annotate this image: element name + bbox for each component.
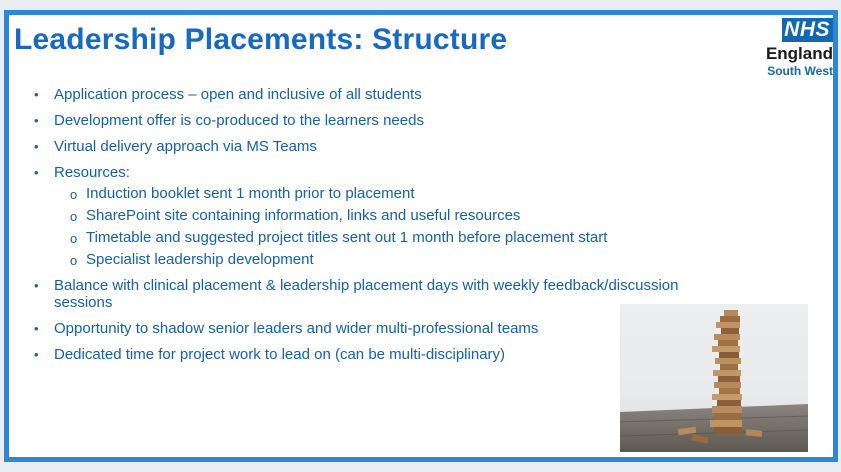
sublist-item-text: Induction booklet sent 1 month prior to placement bbox=[86, 185, 415, 202]
bullet-marker: • bbox=[34, 278, 39, 293]
resources-sublist bbox=[54, 185, 734, 268]
bullet-marker: • bbox=[34, 321, 39, 336]
subbullet-marker: o bbox=[70, 253, 78, 268]
list-item-text: Opportunity to shadow senior leaders and wider multi-professional teams bbox=[54, 320, 539, 337]
subbullet-marker: o bbox=[70, 187, 78, 202]
list-item-text: Development offer is co-produced to the learners needs bbox=[54, 112, 424, 129]
list-item bbox=[28, 112, 734, 129]
sublist-item bbox=[54, 251, 734, 268]
sublist-item-text: Specialist leadership development bbox=[86, 251, 314, 268]
bullet-marker: • bbox=[34, 165, 39, 180]
bullet-marker: • bbox=[34, 87, 39, 102]
list-item-text: Application process – open and inclusive of all students bbox=[54, 86, 422, 103]
logo-subregion: South West bbox=[767, 64, 833, 78]
list-item-text: Balance with clinical placement & leadership placement days with weekly feedback/discussion sessions bbox=[54, 277, 679, 311]
sublist-item-text: SharePoint site containing information, links and useful resources bbox=[86, 207, 521, 224]
bullet-marker: • bbox=[34, 113, 39, 128]
jenga-tower-photo bbox=[620, 304, 808, 452]
sublist-item bbox=[54, 185, 734, 202]
bullet-marker: • bbox=[34, 347, 39, 362]
nhs-logo-mark: NHS bbox=[782, 18, 833, 42]
subbullet-marker: o bbox=[70, 209, 78, 224]
list-item bbox=[28, 86, 734, 103]
bullet-marker: • bbox=[34, 139, 39, 154]
list-item-resources bbox=[28, 164, 734, 268]
list-item-text: Resources: bbox=[54, 164, 130, 181]
sublist-item-text: Timetable and suggested project titles sent out 1 month before placement start bbox=[86, 229, 608, 246]
list-item-text: Virtual delivery approach via MS Teams bbox=[54, 138, 317, 155]
sublist-item bbox=[54, 207, 734, 224]
logo-region: England bbox=[765, 44, 833, 63]
subbullet-marker: o bbox=[70, 231, 78, 246]
list-item-text: Dedicated time for project work to lead on (can be multi-disciplinary) bbox=[54, 346, 506, 363]
nhs-england-logo bbox=[753, 18, 833, 78]
jenga-tower-illustration bbox=[620, 304, 808, 452]
list-item bbox=[28, 138, 734, 155]
slide-title: Leadership Placements: Structure bbox=[14, 23, 508, 56]
sublist-item bbox=[54, 229, 734, 246]
slide bbox=[4, 10, 838, 462]
